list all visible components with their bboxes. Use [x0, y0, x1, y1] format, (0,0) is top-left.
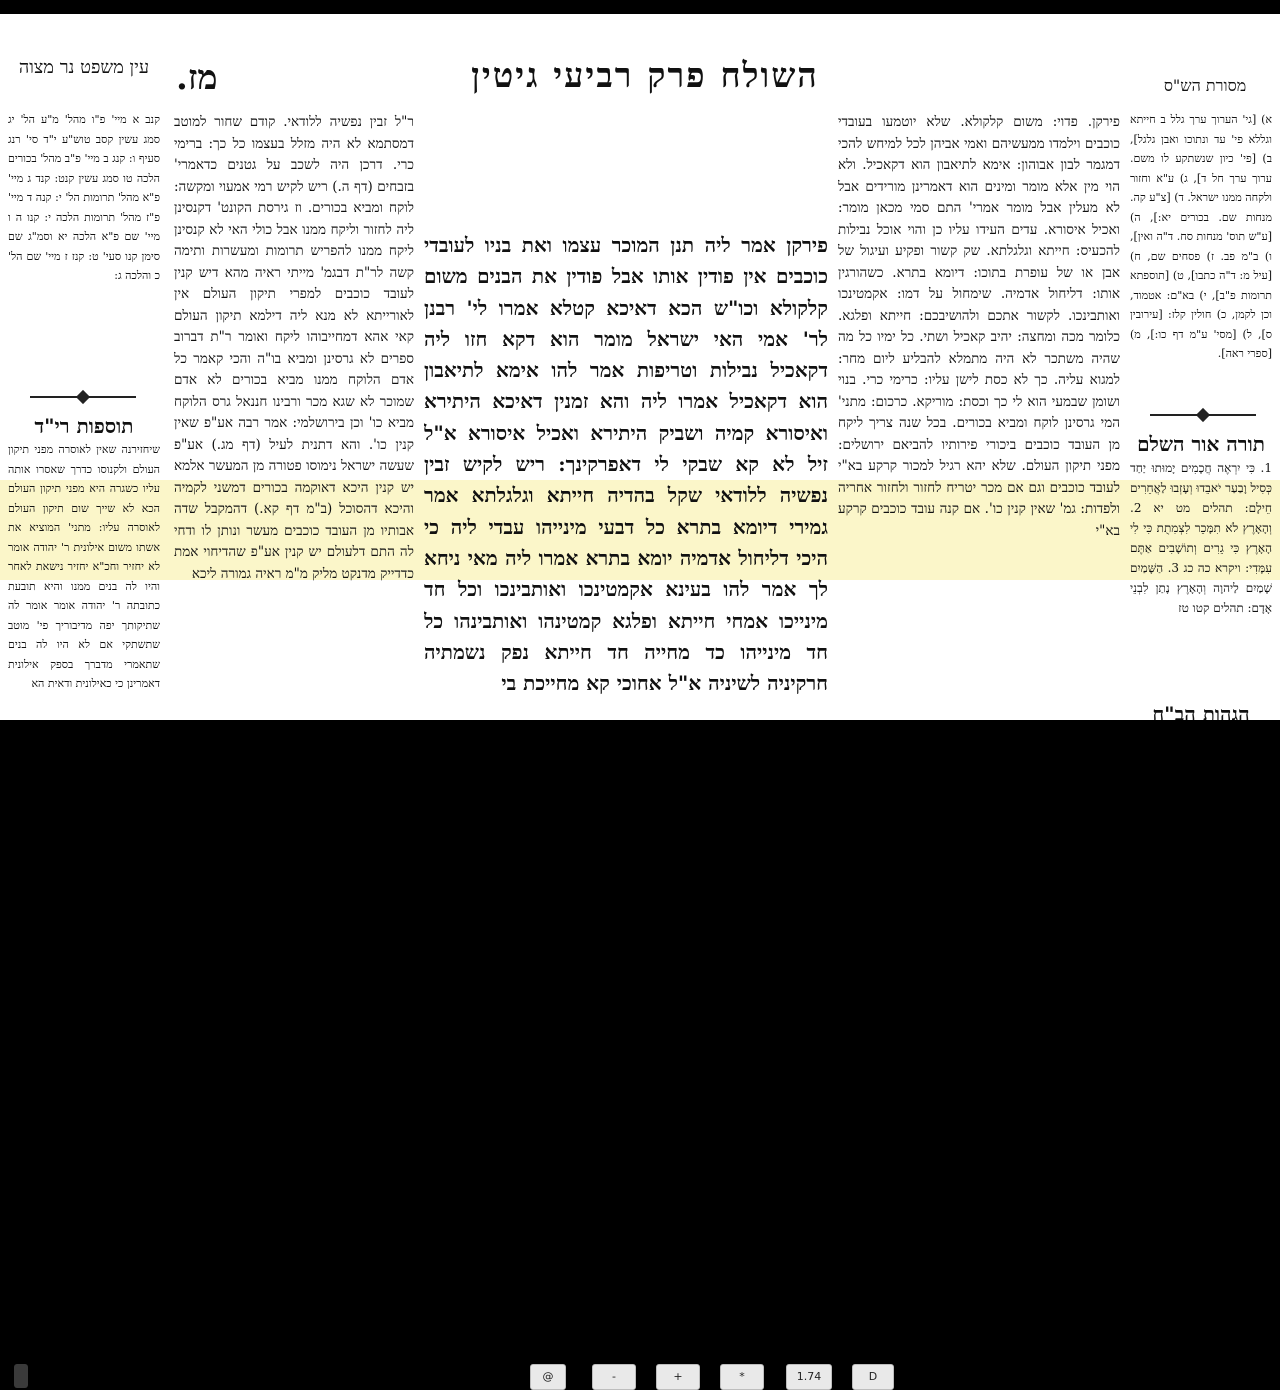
at-button[interactable]: @	[530, 1364, 566, 1390]
zoom-out-button[interactable]: -	[592, 1364, 636, 1390]
page-title: השולח פרק רביעי גיטין	[471, 56, 819, 96]
toolbar-left-gap	[14, 1364, 28, 1388]
gemara-text: פירקן אמר ליה תנן המוכר עצמו ואת בניו לעובדי כוכבים אין פודין אותו אבל פודין את הבנים משום קלקולא וכו"ש הכא דאיכא קטלא אמרו לי' רבנן לר' אמי האי ישראל מומר הוא דקא חזו ליה דקאכיל נבילות וטריפות אמר להו אימא לתיאבון הוא דקאכיל אמרו ליה והא זמנין דאיכא היתירא ואיסורא קמיה ושביק היתירא ואכיל איסורא א"ל זיל לא קא שבקי לי דאפרקינך: ריש לקיש זבין נפשיה ללודאי שקל בהדיה חייתא וגלגלתא אמר גמירי דיומא בתרא כל דבעי מינייהו עבדי ליה כי היכי דליחול אדמיה יומא בתרא אמרו ליה מאי ניחא לך אמר להו בעינא אקמטינכו ואותבינכו וכל חד מינייכו אמחי חייתא ופלגא קמטינהו ואותבינהו כל חד מינייהו כד מחייה חד חייתא נפק נשמתיה חרקיניה לשיניה א"ל אחוכי קא מחייכת בי	[424, 233, 828, 696]
ein-mishpat-column	[8, 110, 160, 380]
tosafot-column	[174, 112, 414, 702]
hagahot-title: הגהות הב"ח	[1152, 702, 1250, 720]
gemara-column	[424, 230, 828, 702]
multiply-button[interactable]: *	[720, 1364, 764, 1390]
torah-or-text: 1. כִּי יִרְאֶה חֲכָמִים יָמוּתוּ יַחַד כְּסִיל וָבַעַר יֹאבֵדוּ וְעָזְבוּ לַאֲחֵרִים חֵילָם: תהלים מט יא 2. וְהָאָרֶץ לֹא תִמָּכֵר לִצְמִתֻת כִּי לִי הָאָרֶץ כִּי גֵרִים וְתוֹשָׁבִים אַתֶּם עִמָּדִי: ויקרא כה כג 3. הַשָּׁמַיִם שָׁמַיִם לַיהוָה וְהָאָרֶץ נָתַן לִבְנֵי אָדָם: תהלים קטו טז	[1130, 461, 1272, 615]
zoom-level-field[interactable]: 1.74	[786, 1364, 832, 1390]
ein-mishpat-text: קנב א מיי' פ"ו מהל' מ"ע הל' יג סמג עשין קסב טוש"ע י"ד סי' רנג סעיף ו: קנג ב מיי' פ"ב מהל' בכורים הלכה טו סמג עשין קנט: קנד ג מיי' פ"א מהל' תרומות הל' י: קנה ד מיי' פ"ז מהל' תרומות הלכה י: קנו ה ו מיי' שם פ"א הלכה יא וסמ"ג שם סימן קנו סעי' ט: קנז ז מיי' שם הל' כ והלכה ג:	[8, 113, 160, 282]
tosafot-rid-title: תוספות רי"ד	[34, 414, 134, 438]
massoret-text: א) [גי' הערוך ערך גלל ב חייתא וגללא פי' עד ונתוכו ואבן גלגל], ב) [פי' כיון שנשתקע לו משם. ערוך ערך חל ד], ג) ע"א וחזור ולקחה ממנו ישראל. ד) [צ"ע קה. מנחות שם. בכורים יא:], ה) [ע"ש תוס' מנחות סח. ד"ה ואין], ו) ב"מ פב. ז) פסחים שם, ח) [עיל מ: ד"ה כתבו], ט) [תוספתא תרומות פ"ב], י) בא"ם: אטמוד, וכן לקמן, כ) חולין קלז: [עירובין ס], ל) [מסי' ע"מ דף כו:], מ) [ספרי ראה].	[1130, 113, 1272, 360]
massoret-column	[1130, 110, 1272, 410]
massoret-ornament	[1150, 414, 1256, 426]
fit-page-button[interactable]: D	[852, 1364, 894, 1390]
talmud-page	[0, 14, 1280, 720]
rashi-text: פירקן. פדוי: משום קלקולא. שלא יוטמעו בעובדי כוכבים וילמדו ממעשיהם ואמי אביהן לכל למיחש להכי דמגמר לבון אבוהון: אימא לתיאבון הוא דקאכיל. ולא הוי מין אלא מומר ומינים הוא דאמרינן מורידים אבל לא מעלין אבל מומר אמרי' התם סמי מכאן מומר: ואכיל איסורא. עדים העידו עליו כן והוי אוכל נבילות להכעיס: חייתא וגלגלתא. שק קשור ופקיע ועיגול של אבן או של עופרת בתוכו: דיומא בתרא. כשהורגין אותו: דליחול אדמיה. שימחול על דמו: אקמטינכו ואותבינכו. לקשור אתכם ולהושיבכם: חייתא ופלגא. כלומר מכה ומחצה: יהיב קאכיל ושתי. כל ימיו כל מה שהיה משתכר לא היה מתמלא להבליע ליום מחר: למגוא עליה. כך לא כסת לישן עליו: כרימי כרי. בנוי ושומן שבמעי הוא לי כך וכסת: מוריקא. כרכום: מתני' המי גרסינן לוקח ומביא בכורים. בכל שנה צריך ליקח מן העובד כוכבים ביכורי פירותיו להביאם ירושלים: מפני תיקון העולם. שלא יהא רגיל למכור קרקע בא"י לעובד כוכבים וגם אם מכר יטריח לחזור ולחזור אחריה ולפדות: גמ' שאין קנין כו'. אם קנה עובד כוכבים קרקע בא"י	[838, 114, 1120, 539]
ein-mishpat-ornament	[30, 396, 136, 408]
tosafot-rid-text: שיחזירנה שאין לאוסרה מפני תיקון העולם ולקנוסו כדרך שאסרו אותה עליו כשגרה היא מפני תיקון העולם הכא לא שייך שום תיקון העולם לאוסרה עליו: מתני' המוציא את אשתו משום אילונית ר' יהודה אומר לא יחזיר וחכ"א יחזיר נישאת לאחר והיו לה בנים ממנו והיא תובעת כתובתה ר' יהודה אומר אומר לה שתיקותך יפה מדיבוריך פי' מוטב שתשתקי אם לא היו לה בנים שתאמרי מדברך בספק אילונית דאמרינן כי כאילונית ודאית הא	[8, 443, 160, 690]
folio-number: מז.	[176, 58, 218, 98]
zoom-in-button[interactable]: +	[656, 1364, 700, 1390]
torah-or-title: תורה אור השלם	[1137, 432, 1265, 456]
ein-mishpat-header: עין משפט נר מצוה	[18, 57, 150, 78]
tosafot-text: ר"ל זבין נפשיה ללודאי. קודם שחור למוטב דמסתמא לא היה מזלל בעצמו כל כך: ברימי כרי. דרכן היה לשכב על גטנים כדאמרי' בזבחים (דף ה.) ריש לקיש רמי אמעוי ומקשה: לוקח ומביא בכורים. וז גירסת הקונט' דקנסינן ליה לחזור וליקח ממנו אבל כולי האי לא קנסינן ליקח ממנו להפריש תרומות ומעשרות ותימה קשה לר"ת דבגמ' מייתי ראיה מהא דיש קנין לעובד כוכבים למפרי תיקון העולם אין לאורייתא לא מנא ליה דילמא תיקון העולם קאי אהא דמחייבוהו ליקח ואומר ר"ת דברוב ספרים לא גרסינן ומביא בו"ה והכי קאמר כל אדם הלוקח ממנו מביא בכורים לא אדם שמוכר לא שגא מכר ורבינו חננאל גרס הלוקח מביא כו' וכן בירושלמי: אמר רבה אע"פ שאין קנין כו'. והא דתנית לעיל (דף מג.) אע"פ שעשה ישראל נימוסו פטורה מן המעשר אלמא יש קנין היכא דאוקמה בכורים דמשני לקמיה והיכא דהסוכל (ב"מ דף קא.) דהמקבל שדה אבותיו מן העובד כוכבים מעשר ונותן לו ודחי לה התם דלעולם יש קנין אע"פ שהדיחוי אמת כדדייק מדנקט מליק מ"מ ראיה גמורה ליכא	[174, 114, 414, 582]
torah-or-column	[1130, 458, 1272, 648]
rashi-column	[838, 112, 1120, 702]
viewer-toolbar	[0, 680, 1280, 1383]
tosafot-rid-column	[8, 440, 160, 702]
massoret-header: מסורת הש"ס	[1163, 76, 1247, 95]
